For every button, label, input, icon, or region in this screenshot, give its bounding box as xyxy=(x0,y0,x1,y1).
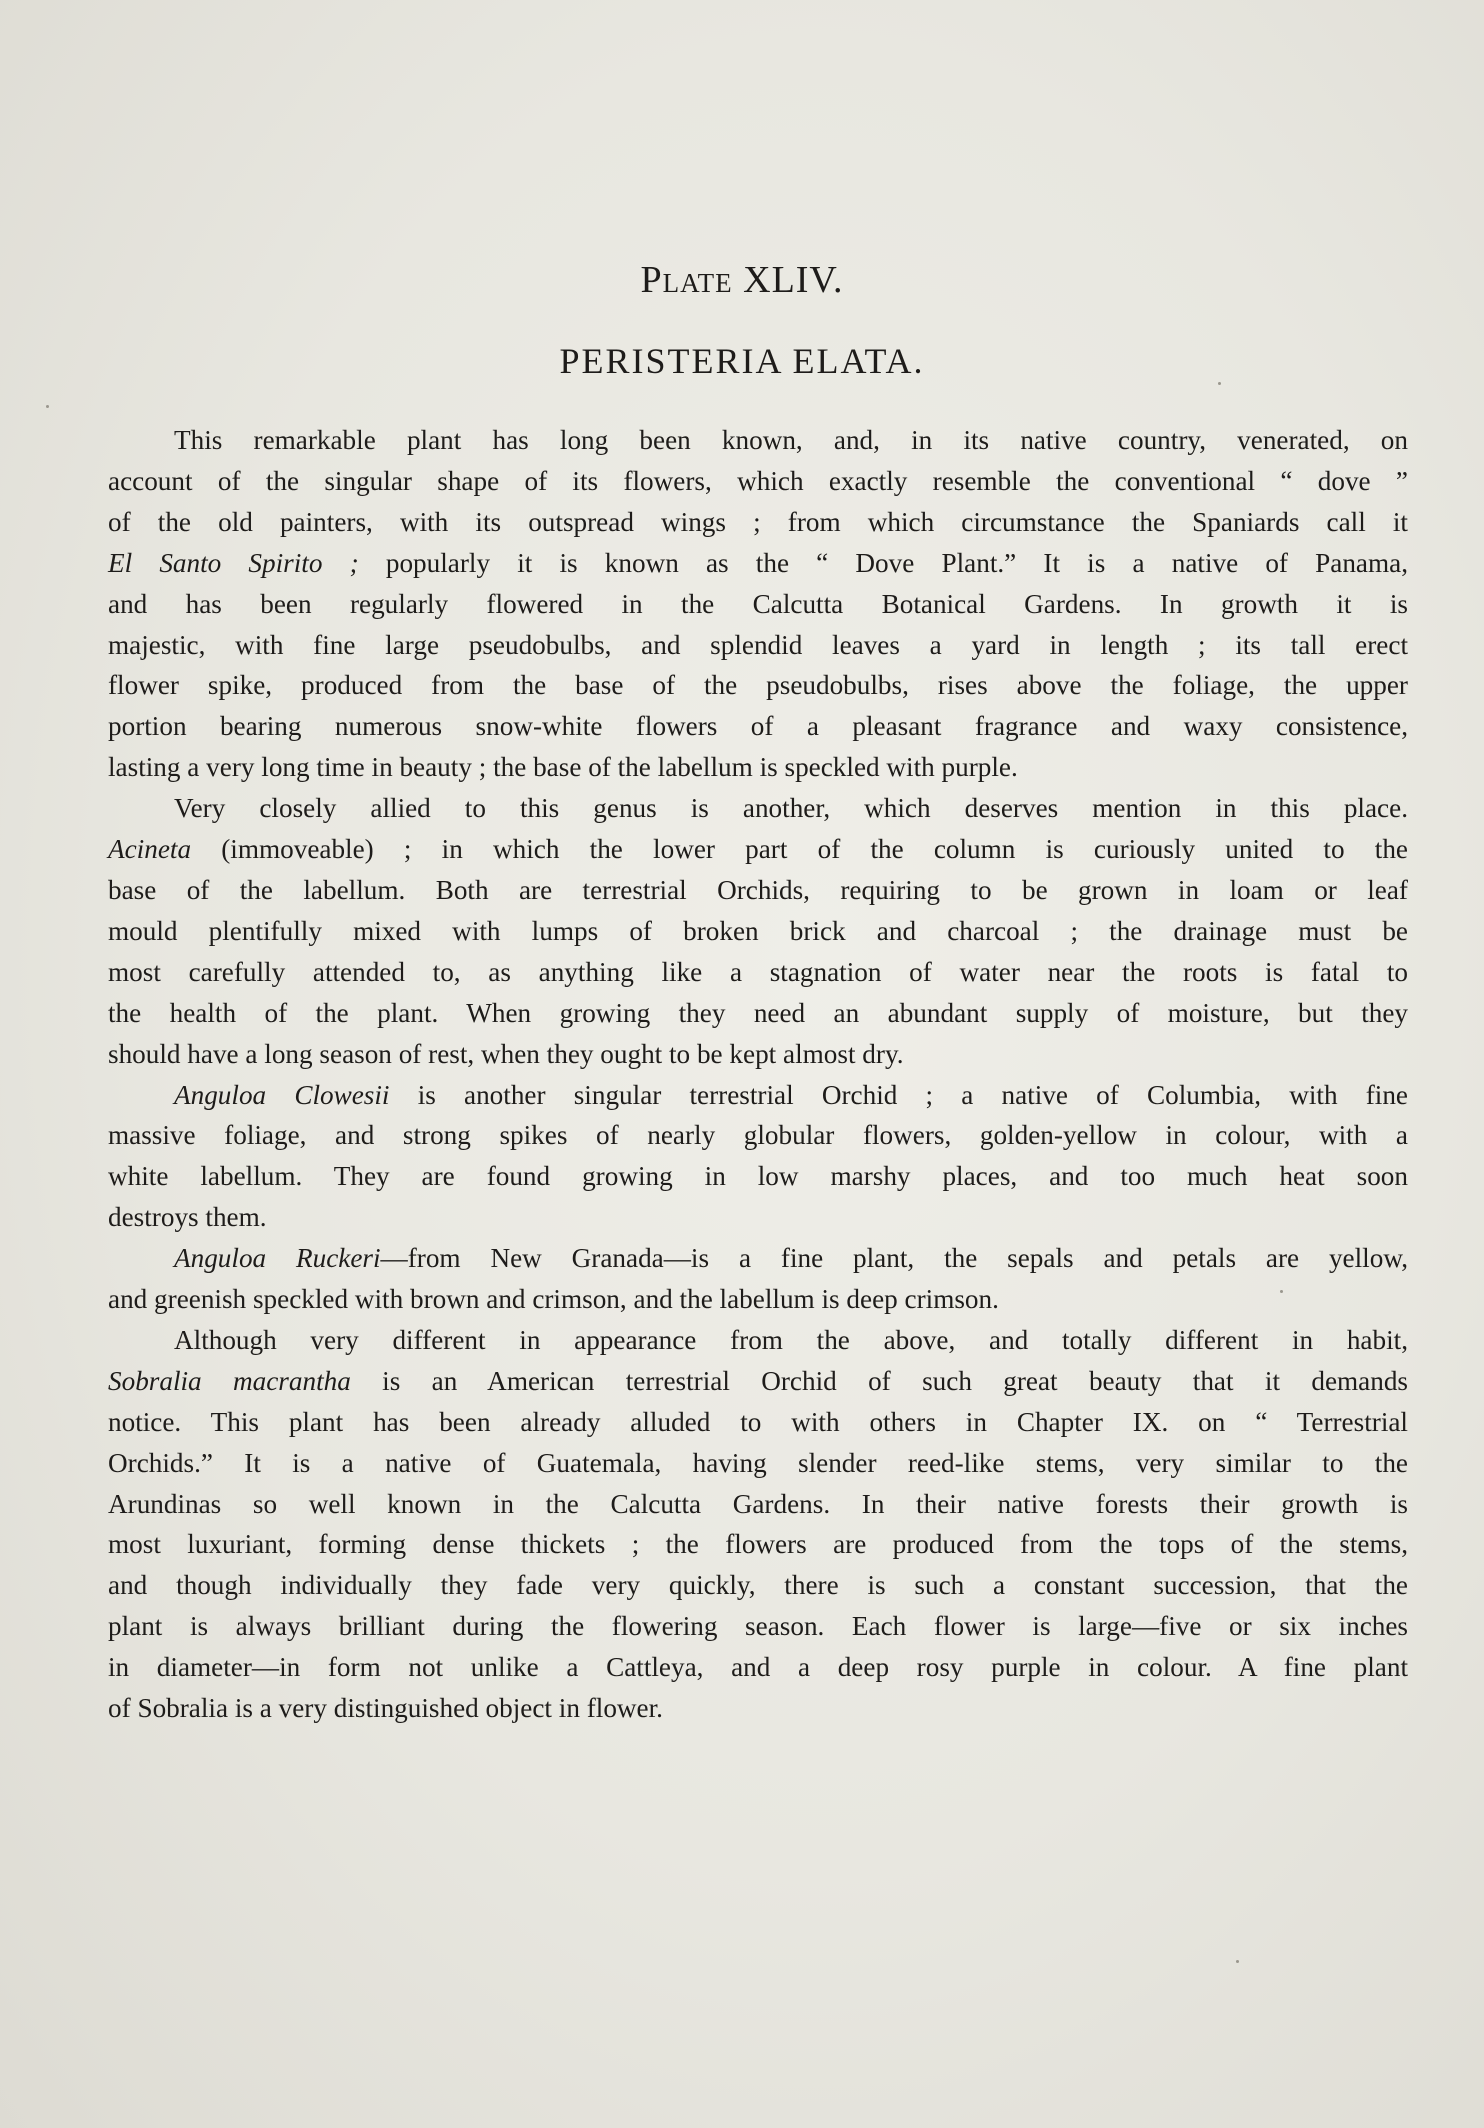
text-run: (immoveable) ; in which the lower part of the column is curiously united to the xyxy=(191,834,1408,865)
text-run: white labellum. They are found growing in low marshy places, and too much heat soon xyxy=(108,1161,1408,1192)
paper-speck xyxy=(1280,1290,1283,1293)
text-run: popularly it is known as the “ Dove Plant.” It is a native of Panama, xyxy=(358,547,1408,578)
text-line xyxy=(108,1484,1408,1525)
text-run: and greenish speckled with brown and crimson, and the labellum is deep crimson. xyxy=(108,1284,999,1315)
plate-heading xyxy=(0,258,1484,302)
text-line xyxy=(108,1647,1408,1688)
text-line xyxy=(108,461,1408,502)
text-run: most luxuriant, forming dense thickets ; the flowers are produced from the tops of the stems, xyxy=(108,1529,1408,1560)
text-run: and though individually they fade very quickly, there is such a constant succession, that the xyxy=(108,1570,1408,1601)
text-run: most carefully attended to, as anything like a stagnation of water near the roots is fatal to xyxy=(108,956,1408,987)
italic-term: Anguloa Clowesii xyxy=(174,1079,390,1110)
text-run: is an American terrestrial Orchid of such great beauty that it demands xyxy=(350,1365,1409,1396)
text-run: mould plentifully mixed with lumps of broken brick and charcoal ; the drainage must be xyxy=(108,915,1408,946)
text-run: and has been regularly flowered in the Calcutta Botanical Gardens. In growth it is xyxy=(108,588,1408,619)
text-run: Very closely allied to this genus is another, which deserves mention in this place. xyxy=(174,793,1408,824)
text-run: lasting a very long time in beauty ; the base of the labellum is speckled with purple. xyxy=(108,752,1018,783)
text-run: should have a long season of rest, when they ought to be kept almost dry. xyxy=(108,1038,904,1069)
text-line xyxy=(108,1197,1408,1238)
paragraph xyxy=(108,420,1408,788)
text-run: plant is always brilliant during the flowering season. Each flower is large—five or six inches xyxy=(108,1611,1408,1642)
text-run: of Sobralia is a very distinguished object in flower. xyxy=(108,1693,663,1724)
text-run: account of the singular shape of its flowers, which exactly resemble the conventional “ dove ” xyxy=(108,465,1408,496)
text-line xyxy=(108,625,1408,666)
text-line xyxy=(108,706,1408,747)
text-line xyxy=(108,1075,1408,1116)
text-line xyxy=(108,747,1408,788)
paper-speck xyxy=(1218,382,1221,385)
italic-term: Anguloa Ruckeri xyxy=(174,1243,381,1274)
text-line xyxy=(108,1238,1408,1279)
text-line xyxy=(108,1156,1408,1197)
text-run: of the old painters, with its outspread wings ; from which circumstance the Spaniards call it xyxy=(108,506,1408,537)
text-run: flower spike, produced from the base of the pseudobulbs, rises above the foliage, the upper xyxy=(108,670,1408,701)
text-run: majestic, with fine large pseudobulbs, and splendid leaves a yard in length ; its tall erect xyxy=(108,629,1408,660)
text-run: —from New Granada—is a fine plant, the sepals and petals are yellow, xyxy=(380,1243,1408,1274)
text-line xyxy=(108,1565,1408,1606)
text-line xyxy=(108,1688,1408,1729)
text-run: notice. This plant has been already alluded to with others in Chapter IX. on “ Terrestrial xyxy=(108,1406,1408,1437)
text-line xyxy=(108,993,1408,1034)
text-line xyxy=(108,1606,1408,1647)
text-line xyxy=(108,870,1408,911)
text-line xyxy=(108,911,1408,952)
text-run: Arundinas so well known in the Calcutta Gardens. In their native forests their growth is xyxy=(108,1488,1408,1519)
italic-term: Acineta xyxy=(108,834,192,865)
paragraph xyxy=(108,788,1408,1074)
italic-term: El Santo Spirito ; xyxy=(108,547,359,578)
text-line xyxy=(108,1034,1408,1075)
plate-title: PERISTERIA ELATA. xyxy=(559,341,925,381)
text-line xyxy=(108,788,1408,829)
text-line xyxy=(108,1524,1408,1565)
text-run: the health of the plant. When growing they need an abundant supply of moisture, but they xyxy=(108,997,1408,1028)
paragraph xyxy=(108,1320,1408,1729)
paragraph xyxy=(108,1075,1408,1239)
text-run: portion bearing numerous snow-white flowers of a pleasant fragrance and waxy consistence, xyxy=(108,711,1408,742)
text-line xyxy=(108,584,1408,625)
text-line xyxy=(108,543,1408,584)
text-run: base of the labellum. Both are terrestrial Orchids, requiring to be grown in loam or leaf xyxy=(108,874,1408,905)
text-run: This remarkable plant has long been known, and, in its native country, venerated, on xyxy=(174,425,1408,455)
paragraph xyxy=(108,1238,1408,1320)
text-line xyxy=(108,829,1408,870)
text-run: destroys them. xyxy=(108,1202,267,1233)
text-line xyxy=(108,1320,1408,1361)
italic-term: Sobralia macrantha xyxy=(108,1365,351,1396)
text-line xyxy=(108,1279,1408,1320)
text-run: Orchids.” It is a native of Guatemala, having slender reed-like stems, very similar to the xyxy=(108,1447,1408,1478)
text-line xyxy=(108,952,1408,993)
text-line xyxy=(108,1361,1408,1402)
text-line xyxy=(108,1443,1408,1484)
text-line xyxy=(108,420,1408,461)
text-line xyxy=(108,502,1408,543)
paper-speck xyxy=(46,405,49,408)
text-run: is another singular terrestrial Orchid ; a native of Columbia, with fine xyxy=(389,1079,1408,1110)
text-run: massive foliage, and strong spikes of nearly globular flowers, golden-yellow in colour, with a xyxy=(108,1120,1408,1151)
text-run: in diameter—in form not unlike a Cattleya, and a deep rosy purple in colour. A fine plant xyxy=(108,1652,1408,1683)
plate-prefix: Plate xyxy=(640,259,733,301)
text-line xyxy=(108,1115,1408,1156)
plate-number: XLIV. xyxy=(743,259,844,301)
text-line xyxy=(108,1402,1408,1443)
text-line xyxy=(108,665,1408,706)
paper-speck xyxy=(1236,1960,1239,1963)
body-text xyxy=(108,420,1408,1729)
text-run: Although very different in appearance from the above, and totally different in habit, xyxy=(174,1324,1408,1355)
